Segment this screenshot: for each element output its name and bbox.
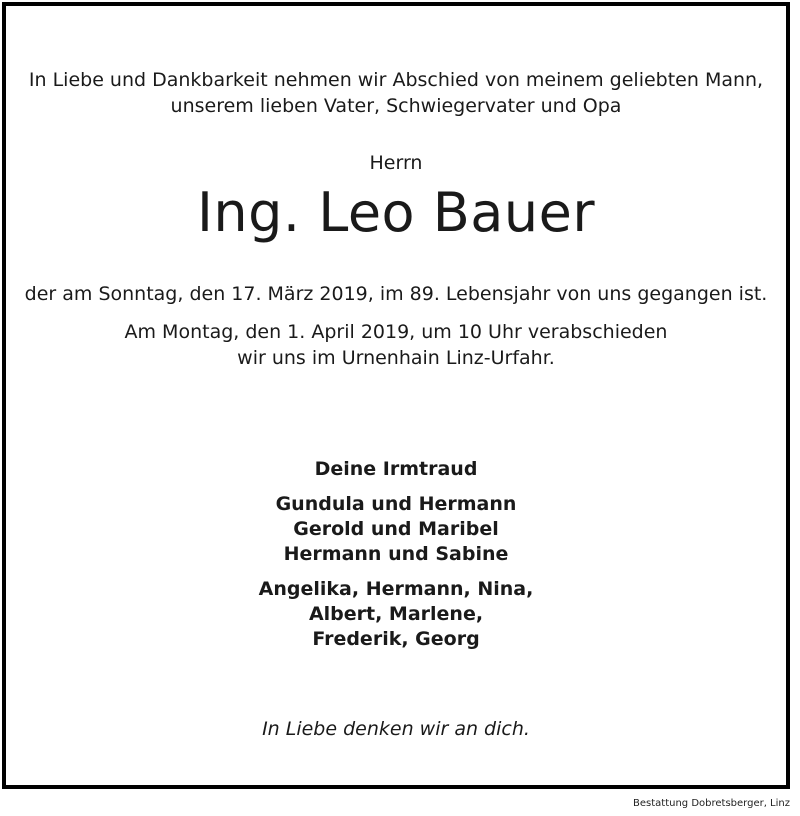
- grandchildren-line: Angelika, Hermann, Nina,: [258, 578, 534, 600]
- family-spouse: [6, 457, 786, 482]
- intro-line-1: In Liebe und Dankbarkeit nehmen wir Abschied von meinem geliebten Mann,: [28, 69, 764, 91]
- intro-line-2: unserem lieben Vater, Schwiegervater und Opa: [170, 95, 622, 117]
- service-line-2: wir uns im Urnenhain Linz-Urfahr.: [237, 347, 555, 369]
- death-notice: der am Sonntag, den 17. März 2019, im 89. Lebensjahr von uns gegangen ist.: [24, 283, 768, 305]
- intro-text: [6, 67, 786, 119]
- service-line-1: Am Montag, den 1. April 2019, um 10 Uhr verabschieden: [124, 321, 668, 343]
- deceased-name: Ing. Leo Bauer: [196, 181, 596, 244]
- family-children: [6, 492, 786, 567]
- grandchildren-line: Frederik, Georg: [312, 628, 480, 650]
- children-line: Hermann und Sabine: [283, 543, 509, 565]
- children-line: Gerold und Maribel: [293, 518, 499, 540]
- obituary-frame: [2, 2, 790, 789]
- closing-text: In Liebe denken wir an dich.: [262, 718, 530, 740]
- spouse-name: Deine Irmtraud: [314, 458, 478, 480]
- service-info: [6, 319, 786, 371]
- grandchildren-line: Albert, Marlene,: [308, 603, 484, 625]
- salutation: Herrn: [369, 152, 423, 174]
- family-grandchildren: [6, 577, 786, 652]
- children-line: Gundula und Hermann: [275, 493, 517, 515]
- funeral-home-credit: Bestattung Dobretsberger, Linz: [633, 798, 790, 809]
